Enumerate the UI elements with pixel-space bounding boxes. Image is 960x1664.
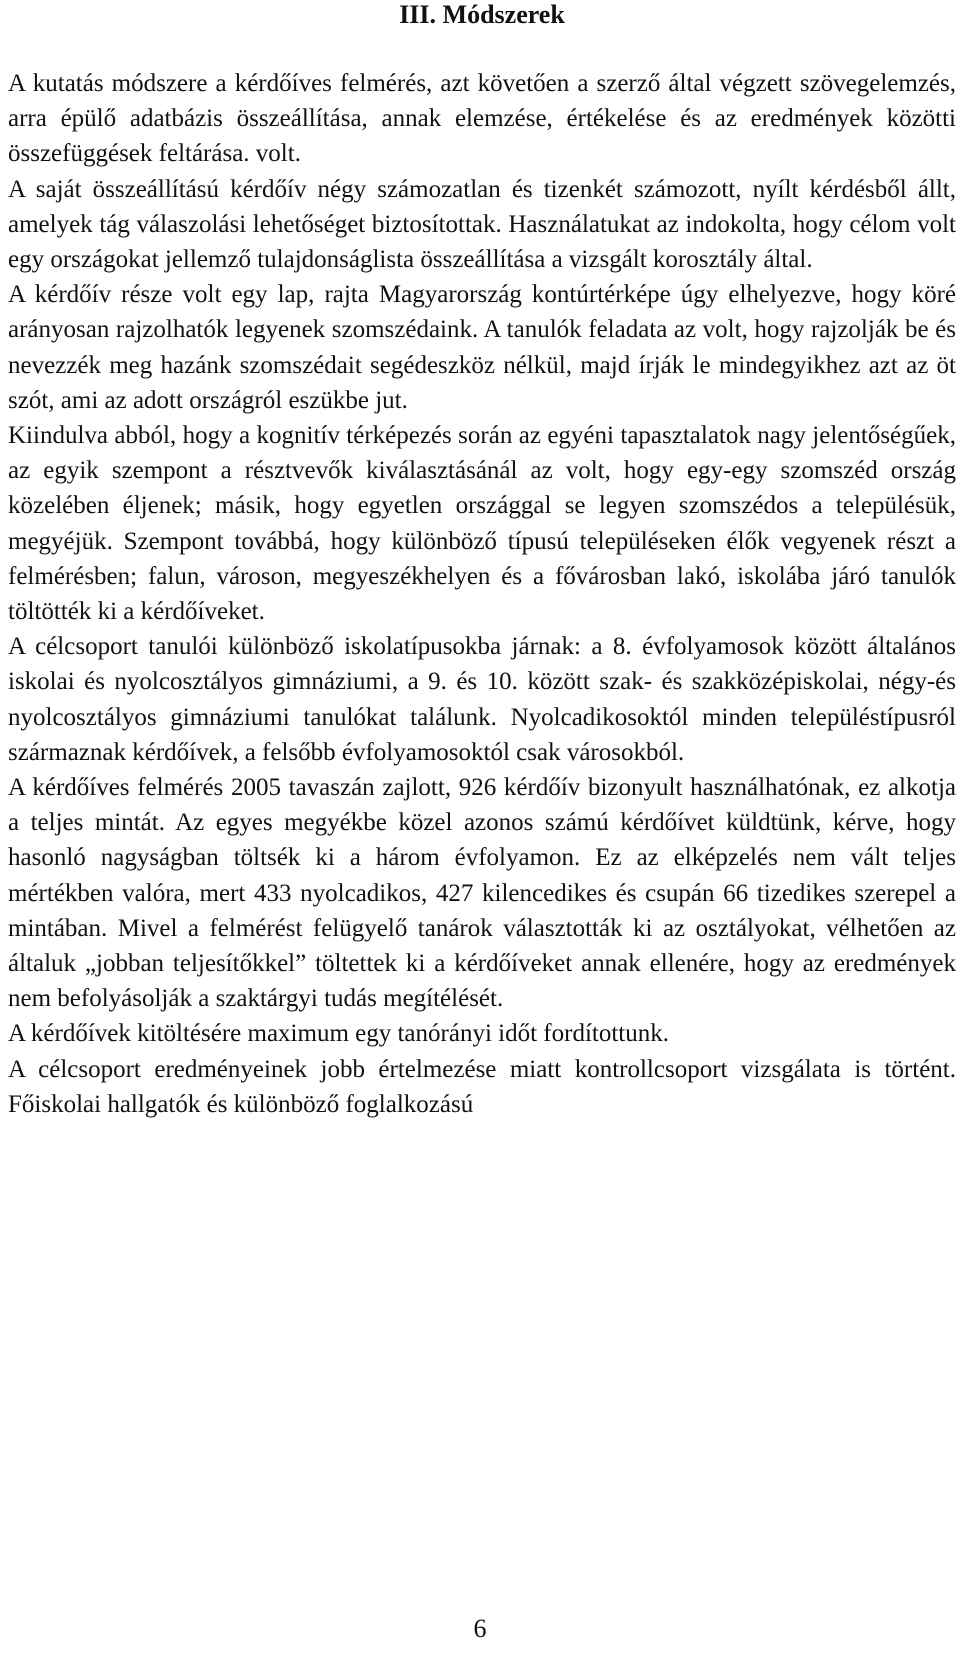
paragraph-control-group: A célcsoport eredményeinek jobb értelmezése miatt kontrollcsoport vizsgálata is történt. Főiskolai hallgatók és különböző foglalkozású	[8, 1055, 956, 1118]
paragraph-map-task: A kérdőív része volt egy lap, rajta Magyarország kontúrtérképe úgy elhelyezve, hogy köré arányosan rajzolhatók legyenek szomszédaink. A tanulók feladata az volt, hogy rajzolják be és nevezzék meg hazánk szomszédait segédeszköz nélkül, majd írják le mindegyikhez azt az öt szót, ami az adott országról eszükbe jut.	[8, 281, 956, 414]
paragraph-survey-sample: A kérdőíves felmérés 2005 tavaszán zajlott, 926 kérdőív bizonyult használhatónak, ez alkotja a teljes mintát. Az egyes megyékbe közel azonos számú kérdőívet küldtünk, kérve, hogy hasonló nagyságban töltsék ki a három évfolyamon. Ez az elképzelés nem vált teljes mértékben valóra, mert 433 nyolcadikos, 427 kilencedikes és csupán 66 tizedikes szerepel a mintában. Mivel a felmérést felügyelő tanárok választották ki az osztályokat, vélhetően az általuk „jobban teljesítőkkel” töltettek ki a kérdőíveket annak ellenére, hogy az eredmények nem befolyásolják a szaktárgyi tudás megítélését.	[8, 774, 956, 1013]
paragraph-methods-intro: A kutatás módszere a kérdőíves felmérés, azt követően a szerző által végzett szövegelemzés, arra épülő adatbázis összeállítása, annak elemzése, értékelése és az eredmények közötti összefüggések feltárása. volt.	[8, 70, 956, 168]
paragraph-participant-selection: Kiindulva abból, hogy a kognitív térképezés során az egyéni tapasztalatok nagy jelentőségűek, az egyik szempont a résztvevők kiválasztásánál az volt, hogy egy-egy szomszéd ország közelében éljenek; másik, hogy egyetlen országgal se legyen szomszédos a településük, megyéjük. Szempont továbbá, hogy különböző típusú településeken élők vegyenek részt a felmérésben; falun, városon, megyeszékhelyen és a fővárosban lakó, iskolába járó tanulók töltötték ki a kérdőíveket.	[8, 422, 956, 626]
paragraph-target-group: A célcsoport tanulói különböző iskolatípusokba járnak: a 8. évfolyamosok között általános iskolai és nyolcosztályos gimnáziumi, a 9. és 10. között szak- és szakközépiskolai, négy-és nyolcosztályos gimnáziumi tanulókat találunk. Nyolcadikosoktól minden településtípusról származnak kérdőívek, a felsőbb évfolyamosoktól csak városokból.	[8, 633, 956, 766]
page-number: 6	[473, 1614, 487, 1643]
paragraph-questionnaire: A saját összeállítású kérdőív négy számozatlan és tizenkét számozott, nyílt kérdésből állt, amelyek tág válaszolási lehetőséget biztosítottak. Használatukat az indokolta, hogy célom volt egy országokat jellemző tulajdonságlista összeállítása a vizsgált korosztály által.	[8, 175, 956, 274]
paragraph-time-limit: A kérdőívek kitöltésére maximum egy tanórányi időt fordítottunk.	[8, 1020, 669, 1048]
section-heading: III. Módszerek	[399, 0, 565, 29]
